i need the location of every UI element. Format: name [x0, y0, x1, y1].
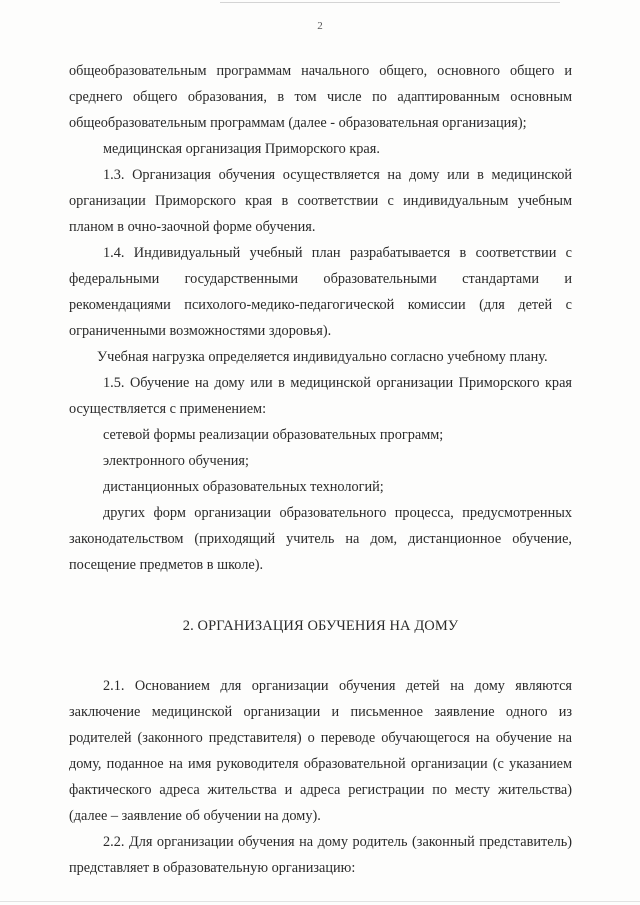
paragraph-2-1: 2.1. Основанием для организации обучения детей на дому являются заключение медицинской организации и письменное заявление одного из родителей (законного представителя) о переводе обучающегося на обучение на дому, поданное на имя руководителя образовательной организации (с указанием фактического адреса жительства и адреса регистрации по месту жительства) (далее – заявление об обучении на дому). [69, 678, 572, 824]
paragraph-study-load: Учебная нагрузка определяется индивидуально согласно учебному плану. [97, 349, 548, 365]
paragraph-1-5: 1.5. Обучение на дому или в медицинской организации Приморского края осуществляется с применением: [69, 375, 572, 417]
list-item-e-learning: электронного обучения; [103, 453, 249, 469]
paragraph-continuation: общеобразовательным программам начального общего, основного общего и среднего общего образования, в том числе по адаптированным основным общеобразовательным программам (далее - образовательная организация); [69, 63, 572, 131]
page-number: 2 [317, 20, 323, 32]
list-item-network-form: сетевой формы реализации образовательных программ; [103, 427, 444, 443]
document-body [69, 58, 572, 881]
paragraph-medical-org: медицинская организация Приморского края. [103, 141, 380, 157]
list-item-distance-tech: дистанционных образовательных технологий; [103, 479, 384, 495]
paragraph-1-4: 1.4. Индивидуальный учебный план разрабатывается в соответствии с федеральными государственными образовательными стандартами и рекомендациями психолого-медико-педагогической комиссии (для детей с ограниченными возможностями здоровья). [69, 245, 572, 339]
paragraph-1-3: 1.3. Организация обучения осуществляется на дому или в медицинской организации Приморского края в соответствии с индивидуальным учебным планом в очно-заочной форме обучения. [69, 167, 572, 235]
paragraph-2-2: 2.2. Для организации обучения на дому родитель (законный представитель) представляет в образовательную организацию: [69, 834, 572, 876]
list-item-other-forms: других форм организации образовательного процесса, предусмотренных законодательством (приходящий учитель на дом, дистанционное обучение, посещение предметов в школе). [69, 505, 572, 573]
scan-edge-line-bottom [0, 901, 640, 902]
scan-edge-line [220, 2, 560, 3]
section-heading: 2. ОРГАНИЗАЦИЯ ОБУЧЕНИЯ НА ДОМУ [182, 618, 459, 634]
